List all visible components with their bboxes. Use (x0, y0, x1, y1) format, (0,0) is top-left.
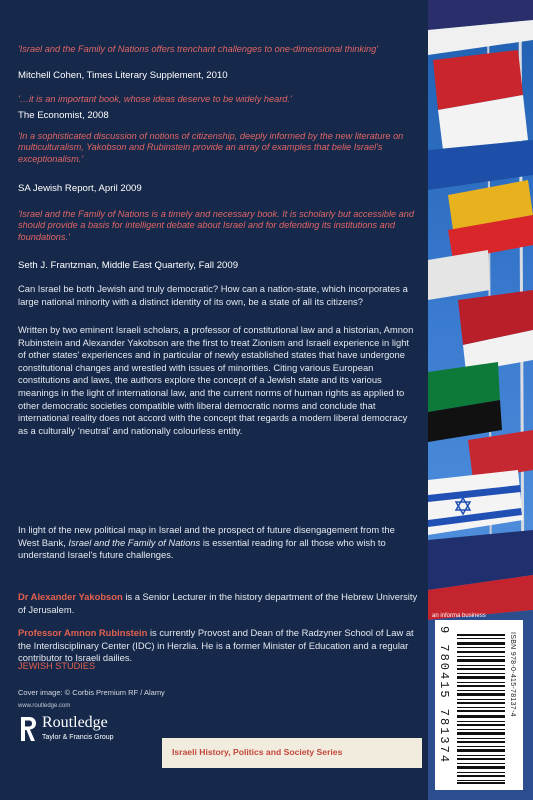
series-banner (162, 738, 422, 768)
author-bio: Professor Amnon Rubinstein is currently Provost and Dean of the Radzyner School of Law at the Interdisciplinary Center (IDC) in Herzlia. He is a former Minister of Education and a regular contributor to Israeli dailies. (18, 627, 414, 664)
routledge-r-icon (18, 715, 38, 743)
review-attribution: Mitchell Cohen, Times Literary Supplement, 2010 (18, 70, 228, 81)
publisher-website: www.routledge.com (18, 703, 71, 709)
book-title: Israel and the Family of Nations (68, 536, 201, 548)
publisher-name: Routledge (42, 714, 108, 731)
blurb-paragraph: Written by two eminent Israeli scholars, a professor of constitutional law and a historian, Amnon Rubinstein and Alexander Yakobson are the first to treat Zionism and Israeli experience in light of other states' experiences and in particular of newly established states that have undergone constitutional changes and wrestled with issues of minorities. Citing various European constitutions and laws, the authors explore the concept of a Jewish state and its various meanings in the light of international law, and the current norms of human rights as applied to other democratic societies compatible with liberal democratic norms and conclude that international reality does not accord with the concept that regards a modern liberal democracy as a culturally 'neutral' and nationally colourless entity. (18, 324, 414, 436)
review-quote: 'Israel and the Family of Nations offers trenchant challenges to one-dimensional thinking' (18, 44, 378, 54)
publisher-group: Taylor & Francis Group (42, 734, 114, 741)
review-quote: 'Israel and the Family of Nations is a timely and necessary book. It is scholarly but accessible and should provide a basis for intelligent debate about Israel and for defending its institutions and foundations.' (18, 209, 414, 242)
review-attribution: The Economist, 2008 (18, 110, 109, 121)
author-bio: Dr Alexander Yakobson is a Senior Lecturer in the history department of the Hebrew University of Jerusalem. (18, 591, 418, 615)
author-name: Dr Alexander Yakobson (18, 591, 123, 602)
informa-tagline: an informa business (432, 613, 486, 619)
review-quote: '…it is an important book, whose ideas deserve to be widely heard.' (18, 94, 292, 104)
author-name: Professor Amnon Rubinstein (18, 627, 148, 638)
isbn-number: ISBN 978-0-415-78137-4 (509, 632, 516, 717)
series-title: Israeli History, Politics and Society Series (172, 747, 343, 757)
review-quote: 'In a sophisticated discussion of notions of citizenship, deeply informed by the new literature on multiculturalism, Yakobson and Rubinstein provide an array of examples that belie Israel's exceptionalism.' (18, 131, 404, 164)
review-attribution: SA Jewish Report, April 2009 (18, 183, 142, 194)
review-attribution: Seth J. Frantzman, Middle East Quarterly, Fall 2009 (18, 260, 239, 271)
barcode-bars (457, 634, 505, 784)
blurb-paragraph: Can Israel be both Jewish and truly democratic? How can a nation-state, which incorporates a large national minority with a distinct identity of its own, be a state of all its citizens? (18, 283, 408, 307)
isbn-barcode (435, 620, 523, 790)
cover-credit: Cover image: © Corbis Premium RF / Alamy (18, 688, 165, 697)
subject-category: JEWISH STUDIES (18, 661, 96, 671)
blurb-paragraph: In light of the new political map in Israel and the prospect of future disengagement from the West Bank, Israel and the Family of Nations is essential reading for all those who wish to understand Israel's future challenges. (18, 524, 395, 561)
barcode-digits: 9 780415 781374 (437, 626, 451, 765)
publisher-logo (18, 713, 148, 747)
